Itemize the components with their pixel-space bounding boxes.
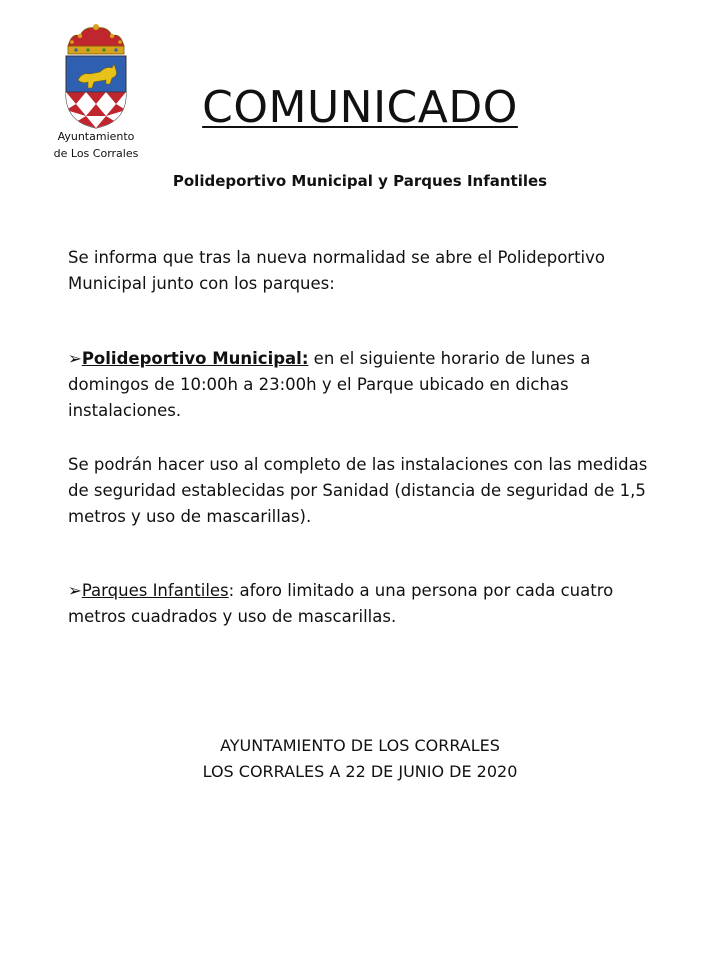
subtitle: Polideportivo Municipal y Parques Infantiles <box>172 172 548 190</box>
footer-line2: LOS CORRALES A 22 DE JUNIO DE 2020 <box>202 762 518 781</box>
parques-text: : aforo limitado a una persona por cada cuatro metros cuadrados y uso de mascarillas. <box>68 581 614 626</box>
polideportivo-paragraph <box>68 346 648 424</box>
arrow-bullet-icon: ➢ <box>68 581 82 600</box>
footer-line1: AYUNTAMIENTO DE LOS CORRALES <box>220 736 500 755</box>
polideportivo-label: Polideportivo Municipal: <box>81 349 309 368</box>
footer-signature <box>0 733 720 785</box>
intro-paragraph: Se informa que tras la nueva normalidad se abre el Polideportivo Municipal junto con los parques: <box>68 248 605 293</box>
title-text: COMUNICADO <box>202 82 518 133</box>
crest-caption-line1: Ayuntamiento <box>57 130 135 143</box>
safety-paragraph: Se podrán hacer uso al completo de las instalaciones con las medidas de seguridad establecidas por Sanidad (distancia de seguridad de 1,5 metros y uso de mascarillas). <box>68 455 648 526</box>
polideportivo-text: en el siguiente horario de lunes a domingos de 10:00h a 23:00h y el Parque ubicado en dichas instalaciones. <box>68 349 591 420</box>
parques-paragraph <box>68 578 648 630</box>
crest-caption-line2: de Los Corrales <box>53 147 139 160</box>
parques-label: Parques Infantiles <box>81 581 229 600</box>
page-title <box>0 80 720 136</box>
arrow-bullet-icon: ➢ <box>68 349 82 368</box>
